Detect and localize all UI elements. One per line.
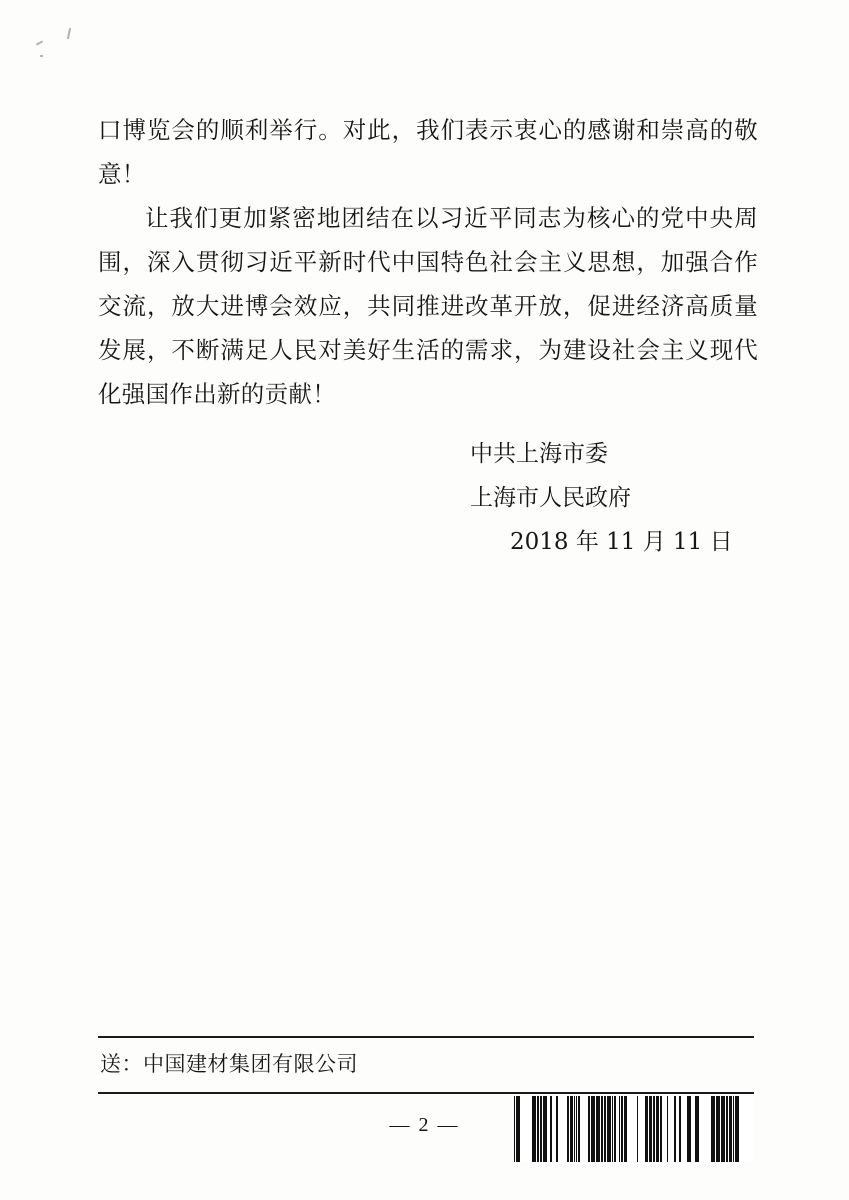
signature-date: 2018 年 11 月 11 日 [510, 529, 733, 555]
barcode-image [514, 1096, 754, 1162]
signature-block [470, 432, 733, 564]
scan-speck-icon [40, 55, 43, 57]
footer-divider-bottom [98, 1092, 754, 1094]
page-number: — 2 — [389, 1114, 460, 1136]
distribution-line: 送：中国建材集团有限公司 [100, 1052, 358, 1076]
paragraph-continuation: 口博览会的顺利举行。对此，我们表示衷心的感谢和崇高的敬意！ [98, 116, 758, 188]
document-body [98, 108, 758, 416]
signature-org-line1: 中共上海市委 [470, 441, 608, 467]
scan-speck-icon [67, 28, 71, 39]
signature-org-line2: 上海市人民政府 [470, 485, 631, 511]
footer-divider-top [98, 1036, 754, 1038]
scan-speck-icon [36, 40, 43, 45]
paragraph-closing: 让我们更加紧密地团结在以习近平同志为核心的党中央周围，深入贯彻习近平新时代中国特色社会主义思想，加强合作交流，放大进博会效应，共同推进改革开放，促进经济高质量发展，不断满足人民对美好生活的需求，为建设社会主义现代化强国作出新的贡献！ [98, 204, 758, 408]
